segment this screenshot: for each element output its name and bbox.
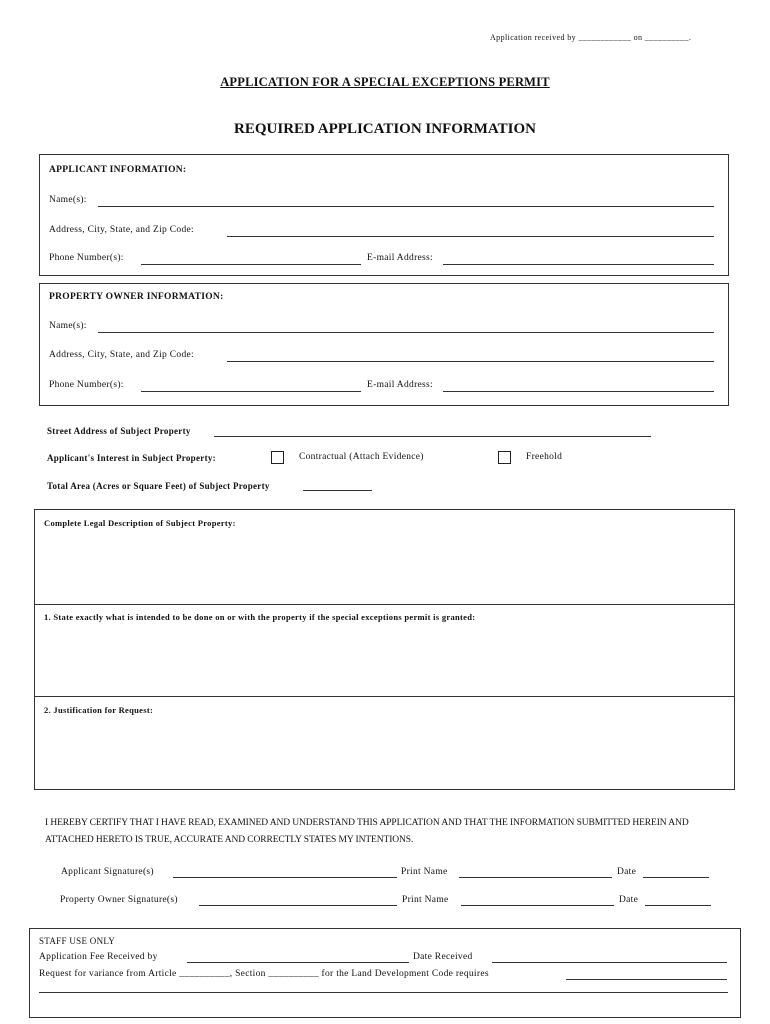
fee-received-field[interactable]	[187, 954, 409, 963]
applicant-phone-label: Phone Number(s):	[49, 253, 124, 263]
owner-phone-field[interactable]	[141, 383, 361, 392]
variance-label: Request for variance from Article __________, Section __________ for the Land Development Code requires	[39, 969, 489, 979]
freehold-label: Freehold	[526, 452, 563, 462]
contractual-checkbox[interactable]	[271, 451, 284, 464]
received-line: Application received by ____________ on __________.	[490, 33, 692, 42]
certification-statement: I HEREBY CERTIFY THAT I HAVE READ, EXAMINED AND UNDERSTAND THIS APPLICATION AND THAT THE INFORMATION SUBMITTED HEREIN AND ATTACHED HERETO IS TRUE, ACCURATE AND CORRECTLY STATES MY INTENTIONS.	[45, 818, 689, 845]
section-divider	[35, 604, 734, 605]
applicant-section	[39, 154, 729, 276]
applicant-signature-field[interactable]	[173, 869, 397, 878]
applicant-heading: APPLICANT INFORMATION:	[49, 165, 187, 175]
intended-use-label: 1. State exactly what is intended to be done on or with the property if the special exceptions permit is granted:	[44, 612, 476, 622]
applicant-print-name-field[interactable]	[459, 869, 612, 878]
applicant-email-label: E-mail Address:	[367, 253, 433, 263]
applicant-email-field[interactable]	[443, 256, 714, 265]
owner-print-name-field[interactable]	[461, 897, 614, 906]
description-sections	[34, 509, 735, 790]
applicant-names-field[interactable]	[98, 198, 714, 207]
applicant-print-name-label: Print Name	[401, 867, 448, 877]
owner-signature-label: Property Owner Signature(s)	[60, 895, 178, 905]
applicant-date-field[interactable]	[643, 869, 709, 878]
street-address-field[interactable]	[214, 428, 651, 437]
applicant-names-label: Name(s):	[49, 195, 87, 205]
date-received-field[interactable]	[492, 954, 727, 963]
contractual-label: Contractual (Attach Evidence)	[299, 452, 424, 462]
applicant-address-label: Address, City, State, and Zip Code:	[49, 225, 194, 235]
applicant-address-field[interactable]	[227, 228, 714, 237]
page-subtitle: REQUIRED APPLICATION INFORMATION	[234, 121, 536, 137]
owner-email-field[interactable]	[443, 383, 714, 392]
street-address-label: Street Address of Subject Property	[47, 426, 191, 436]
total-area-label: Total Area (Acres or Square Feet) of Subject Property	[47, 481, 270, 491]
interest-label: Applicant's Interest in Subject Property:	[47, 453, 216, 463]
applicant-date-label: Date	[617, 867, 637, 877]
staff-use-heading: STAFF USE ONLY	[39, 936, 116, 946]
justification-label: 2. Justification for Request:	[44, 705, 154, 715]
owner-heading: PROPERTY OWNER INFORMATION:	[49, 292, 224, 302]
staff-notes-field[interactable]	[39, 984, 728, 993]
staff-use-section	[29, 928, 741, 1018]
owner-names-label: Name(s):	[49, 321, 87, 331]
owner-names-field[interactable]	[98, 324, 714, 333]
owner-address-field[interactable]	[227, 353, 714, 362]
page-title: APPLICATION FOR A SPECIAL EXCEPTIONS PERMIT	[220, 75, 550, 89]
variance-field[interactable]	[566, 971, 727, 980]
owner-signature-field[interactable]	[199, 897, 397, 906]
owner-phone-label: Phone Number(s):	[49, 380, 124, 390]
legal-description-label: Complete Legal Description of Subject Property:	[44, 518, 236, 528]
owner-date-label: Date	[619, 895, 639, 905]
section-divider	[35, 696, 734, 697]
fee-received-label: Application Fee Received by	[39, 952, 158, 962]
applicant-phone-field[interactable]	[141, 256, 361, 265]
freehold-checkbox[interactable]	[498, 451, 511, 464]
owner-date-field[interactable]	[645, 897, 711, 906]
owner-section	[39, 283, 729, 406]
owner-print-name-label: Print Name	[402, 895, 449, 905]
owner-email-label: E-mail Address:	[367, 380, 433, 390]
date-received-label: Date Received	[413, 952, 473, 962]
owner-address-label: Address, City, State, and Zip Code:	[49, 350, 194, 360]
total-area-field[interactable]	[303, 482, 372, 491]
applicant-signature-label: Applicant Signature(s)	[61, 867, 154, 877]
